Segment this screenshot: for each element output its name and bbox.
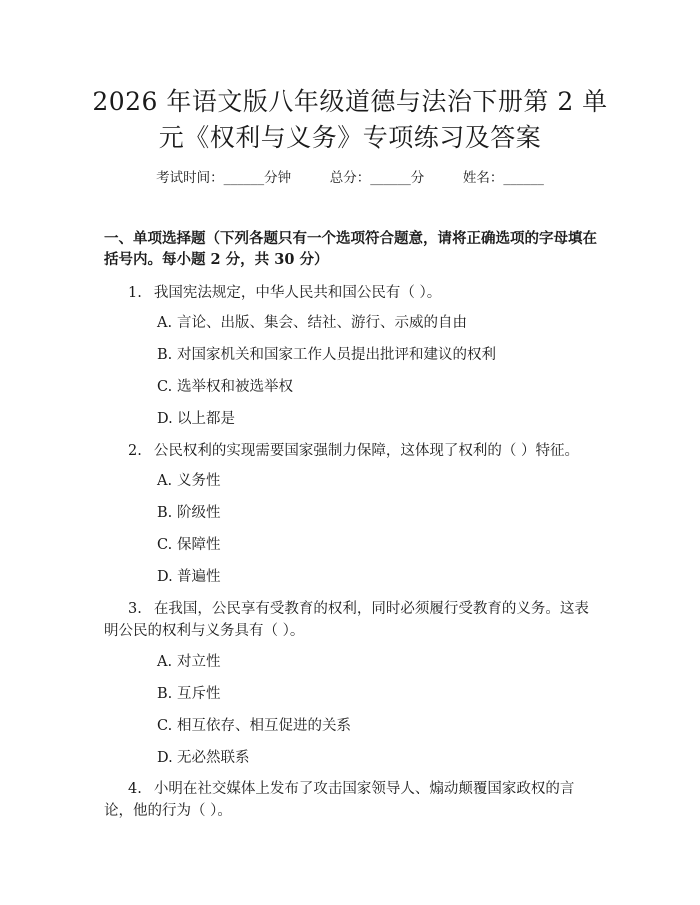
question-text: 我国宪法规定，中华人民共和国公民有（ ）。	[153, 285, 442, 301]
page-title-line-2: 元《权利与义务》专项练习及答案	[158, 123, 542, 152]
question-2	[104, 440, 600, 462]
option-text: 对国家机关和国家工作人员提出批评和建议的权利	[177, 347, 496, 363]
question-4	[104, 778, 600, 822]
option-text: 互斥性	[177, 686, 221, 702]
question-number: 3.	[128, 601, 142, 617]
question-2-option-b	[157, 503, 597, 523]
question-3-option-d	[157, 748, 597, 768]
option-text: 普遍性	[177, 569, 221, 585]
section-heading-single-choice: 一、单项选择题（下列各题只有一个选项符合题意，请将正确选项的字母填在括号内。每小题 2 分，共 30 分）	[104, 230, 597, 268]
total-score-field: 总分：______分	[329, 170, 425, 186]
question-text: 在我国，公民享有受教育的权利，同时必须履行受教育的义务。这表明公民的权利与义务具有（ ）。	[104, 601, 589, 639]
option-letter: A.	[157, 654, 173, 670]
option-text: 无必然联系	[177, 750, 250, 766]
question-3-option-c	[157, 716, 597, 736]
option-text: 义务性	[177, 473, 221, 489]
option-text: 对立性	[177, 654, 221, 670]
option-letter: C.	[157, 537, 173, 553]
option-letter: A.	[157, 315, 173, 331]
question-number: 4.	[128, 781, 142, 797]
student-name-field: 姓名：______	[462, 170, 544, 186]
option-text: 保障性	[177, 537, 221, 553]
question-2-option-d	[157, 567, 597, 587]
option-letter: C.	[157, 718, 173, 734]
question-2-option-c	[157, 535, 597, 555]
question-1-option-d	[157, 409, 597, 429]
page-title-line-1: 2026 年语文版八年级道德与法治下册第 2 单	[92, 87, 608, 116]
option-letter: D.	[157, 411, 173, 427]
question-3-option-b	[157, 684, 597, 704]
option-text: 选举权和被选举权	[177, 379, 293, 395]
question-text: 小明在社交媒体上发布了攻击国家领导人、煽动颠覆国家政权的言论，他的行为（ ）。	[104, 781, 575, 819]
question-text: 公民权利的实现需要国家强制力保障，这体现了权利的（ ）特征。	[153, 443, 579, 459]
option-text: 以上都是	[177, 411, 235, 427]
option-letter: C.	[157, 379, 173, 395]
option-letter: B.	[157, 347, 173, 363]
question-1	[104, 282, 600, 304]
option-letter: A.	[157, 473, 173, 489]
question-1-option-a	[157, 313, 597, 333]
question-number: 2.	[128, 443, 142, 459]
option-letter: B.	[157, 686, 173, 702]
option-letter: D.	[157, 569, 173, 585]
exam-time-field: 考试时间：______分钟	[156, 170, 292, 186]
exam-meta	[0, 168, 700, 188]
option-text: 相互依存、相互促进的关系	[177, 718, 351, 734]
question-1-option-b	[157, 345, 597, 365]
question-3-option-a	[157, 652, 597, 672]
option-text: 言论、出版、集会、结社、游行、示威的自由	[177, 315, 467, 331]
question-number: 1.	[128, 285, 142, 301]
option-text: 阶级性	[177, 505, 221, 521]
option-letter: B.	[157, 505, 173, 521]
question-3	[104, 598, 600, 642]
question-2-option-a	[157, 471, 597, 491]
option-letter: D.	[157, 750, 173, 766]
question-1-option-c	[157, 377, 597, 397]
